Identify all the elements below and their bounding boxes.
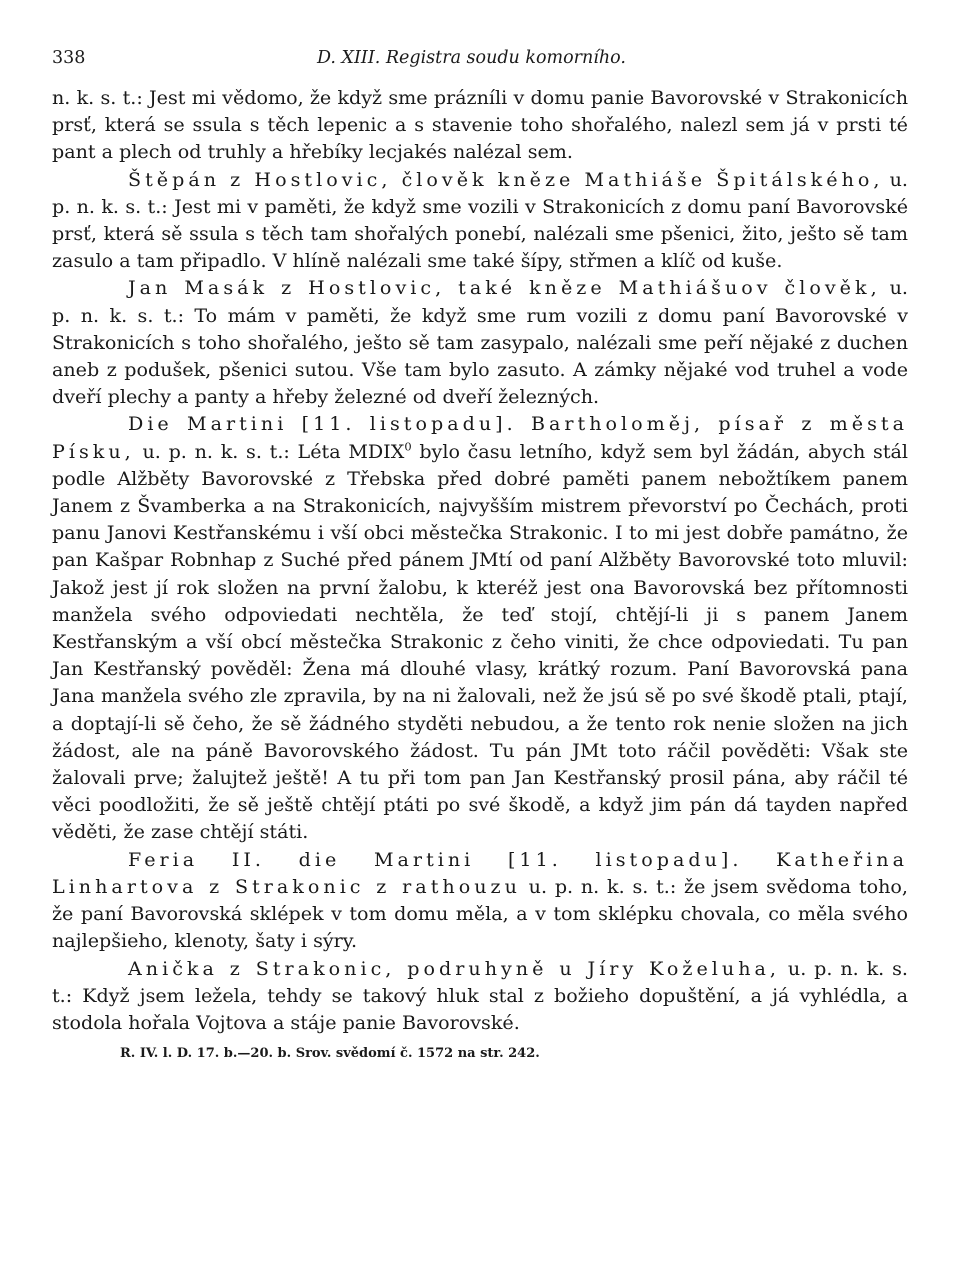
- text-run: u. p. n. k. s. t.: Léta MDIX: [134, 439, 405, 463]
- spaced-name: [11. listopadu].: [287, 412, 531, 436]
- spaced-name: Katheřina Linhartova z Strakonic z rathouzu: [52, 847, 909, 898]
- spaced-name: Feria II. die Martini: [128, 847, 475, 871]
- spaced-name: [11. listopadu].: [474, 847, 777, 871]
- paragraph: [52, 955, 908, 1037]
- text-run: u. p. n. k. s. t.: že jsem svědoma toho, že paní Bavorovská sklépek v tom domu měla, a v tom sklépku chovala, co měla svého najlepšieho, klenoty, šaty i sýry.: [52, 874, 908, 953]
- footnote: R. IV. l. D. 17. b.—20. b. Srov. svědomí č. 1572 na str. 242.: [120, 1046, 540, 1062]
- superscript: 0: [404, 439, 412, 454]
- spaced-name: Štěpán z Hostlovic, člověk kněze Mathiáše Špitálského,: [128, 167, 884, 191]
- paragraph: [52, 410, 908, 845]
- text-run: bylo času letního, když sem byl žádán, abych stál podle Alžběty Bavorovské z Třebska před dobré paměti panem nebožtíkem panem Janem z Švamberka a na Strakonicích, najvyšším mistrem převorství po Čechách, proti panu Janovi Kestřanskému i vší obci městečka Strakonic. I to mi jest dobře památno, že pan Kašpar Robnhap z Suché před pánem JMtí od paní Alžběty Bavorovské toto mluvil: Jakož jest jí rok složen na první žalobu, k kteréž jest ona Bavorovská bez přítomnosti manžela svého odpoviedati nechtěla, že teď stojí, chtějí-li ji s panem Janem Kestřanským a vší obcí městečka Strakonic z čeho viniti, že chce odpoviedati. Tu pan Jan Kestřanský pověděl: Žena má dlouhé vlasy, krátký rozum. Paní Bavorovská pana Jana manžela svého zle zpravila, by na ni žalovali, než že jsú sě po své škodě ptali, ptají, a doptají-li sě čeho, že sě žádného styděti nebudou, a že tento rok nenie složen na jich žádost, ale na páně Bavorovského žádost. Tu pán JMt toto ráčil pověděti: Však ste žalovali prve; žalujtež ještě! A tu při tom pan Jan Kestřanský prosil pána, aby ráčil té věci poodložiti, že sě ještě chtějí ptáti po své škodě, a když jim pán dá tayden napřed věděti, že zase chtějí státi.: [52, 439, 908, 844]
- paragraph: [52, 846, 908, 955]
- body-text: [52, 84, 908, 1036]
- text-run: u. p. n. k. s. t.: Jest mi v paměti, že když sme vozili v Strakonicích z domu paní Bavorovské prsť, která sě ssula s těch tam shořalých ponebí, nalézali sme pšenici, žito, ješto sě tam zasulo a tam připadlo. V hlíně nalézali sme také šípy, střmen a klíč od kuše.: [52, 167, 909, 273]
- page-header: [52, 40, 908, 84]
- paragraph: [52, 84, 908, 166]
- running-head: D. XIII. Registra soudu komorního.: [317, 48, 626, 68]
- text-run: u. p. n. k. s. t.: Když jsem ležela, tehdy se takový hluk stal z božieho dopuštění, a já vyhlédla, a stodola hořala Vojtova a stáje panie Bavorovské.: [52, 956, 908, 1034]
- spaced-name: Anička z Strakonic, podruhyně u Jíry Koželuha,: [128, 956, 781, 980]
- text-run: u. p. n. k. s. t.: To mám v paměti, že když sme rum vozili z domu paní Bavorovské v Strakonicích s toho shořalého, ješto sě tam zasypalo, nalézali sme peří nějaké z duchen aneb z podušek, pšenici sutou. Vše tam bylo zasuto. A zámky nějaké vod truhel a vode dveří plechy a panty a hřeby železné od dveří železných.: [52, 276, 909, 409]
- paragraph: [52, 166, 908, 275]
- paragraph: [52, 274, 908, 410]
- spaced-name: Jan Masák z Hostlovic, také kněze Mathiášuov člověk,: [128, 276, 881, 300]
- spaced-name: Die Martini: [128, 412, 288, 436]
- page-number: 338: [52, 48, 86, 68]
- spaced-name: Bartholoměj, písař z města Písku,: [52, 412, 908, 463]
- text-run: n. k. s. t.: Jest mi vědomo, že když sme prázníli v domu panie Bavorovské v Strakonicích prsť, která se ssula s těch lepenic a s stavenie toho shořalého, nalezl sem já v prsti té pant a plech od truhly a hřebíky lecjakés nalézal sem.: [52, 86, 908, 164]
